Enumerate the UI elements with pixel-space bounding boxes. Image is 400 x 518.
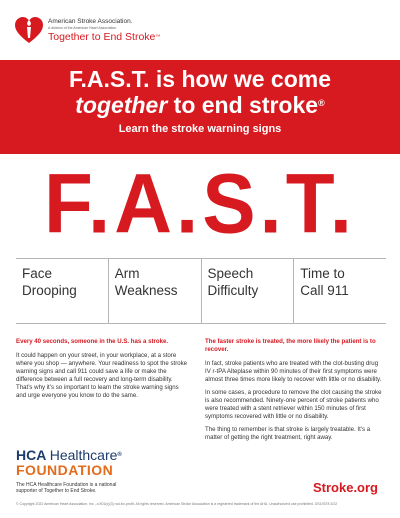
copyright-text: © Copyright 2022 American Heart Association, Inc., a 501(c)(3) not-for-profit. All rights reserved. American Stroke Association is a registered trademark of the AHA. Unauthorized use prohibited. DS19378 3/22: [16, 502, 338, 506]
left-column: [16, 338, 190, 405]
right-lead: The faster stroke is treated, the more likely the patient is to recover.: [205, 338, 376, 353]
step-speech: Speech Difficulty: [201, 259, 294, 323]
left-lead: Every 40 seconds, someone in the U.S. has a stroke.: [16, 338, 169, 345]
campaign-tagline: Together to End Stroke™: [48, 30, 161, 43]
right-column: [205, 338, 385, 447]
sponsor-block: [16, 448, 126, 494]
sponsor-logo-text: HCA Healthcare®: [16, 447, 122, 463]
org-name: American Stroke Association.: [48, 17, 133, 25]
step-arm: Arm Weakness: [108, 259, 201, 323]
heart-torch-logo-icon: [14, 14, 44, 46]
left-paragraph: It could happen on your street, in your workplace, at a store where you shop — anywhere. Your readiness to spot the stroke warning signs and call 911 could save a life or make the difference between a full recovery and long-term disability. That’s why it’s so important to learn the stroke warning signs and urge everyone you know to do the same.: [16, 352, 188, 399]
brand-block: [48, 18, 160, 43]
website-link[interactable]: Stroke.org: [312, 480, 378, 495]
step-time: Time to Call 911: [293, 259, 386, 323]
right-paragraph-2: In some cases, a procedure to remove the clot causing the stroke is also recommended. Ninety-one percent of stroke patients who were treated with a stent retriever within 150 minutes of first symptoms recovered with little or no disability.: [205, 389, 382, 420]
headline-banner: [0, 60, 400, 154]
right-paragraph-3: The thing to remember is that stroke is largely treatable. It’s a matter of getting the right treatment, right away.: [205, 426, 371, 441]
headline-line-1: F.A.S.T. is how we come: [68, 66, 331, 92]
step-face: Face Drooping: [22, 266, 77, 298]
fast-steps-row: [16, 258, 386, 324]
headline-line-2: together to end stroke®: [75, 92, 325, 118]
org-subtitle: A division of the American Heart Association: [48, 25, 117, 30]
headline-subtitle: Learn the stroke warning signs: [118, 123, 282, 135]
sponsor-note: The HCA Healthcare Foundation is a national supporter of Together to End Stroke.: [16, 482, 117, 494]
sponsor-foundation: FOUNDATION: [16, 462, 114, 478]
header: [14, 10, 160, 50]
right-paragraph-1: In fact, stroke patients who are treated with the clot-busting drug IV r-tPA Alteplase within 90 minutes of their first symptoms were almost three times more likely to recover with little or no disability.: [205, 360, 382, 383]
fast-acronym-title: F.A.S.T.: [43, 156, 357, 251]
